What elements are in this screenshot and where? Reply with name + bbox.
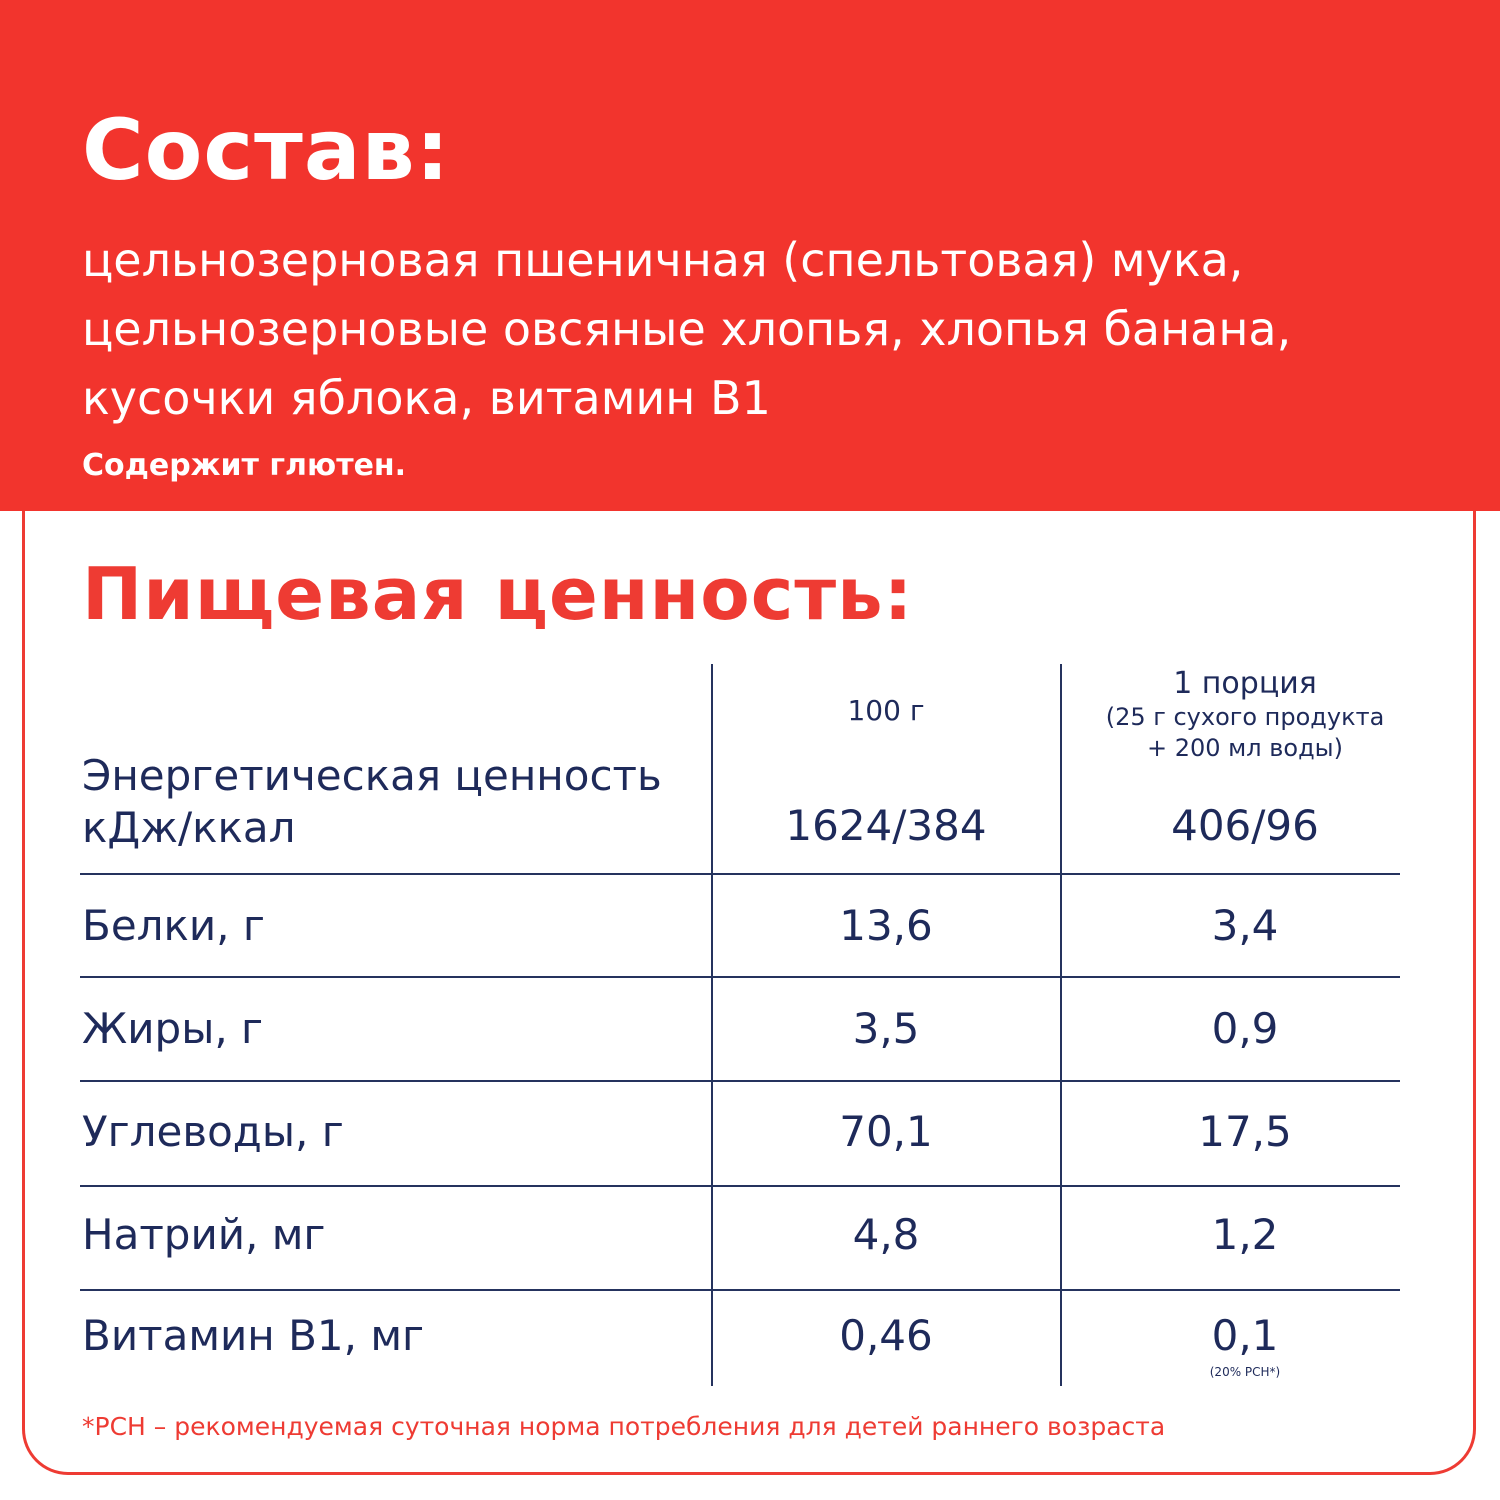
energy-label-line2: кДж/ккал: [82, 803, 296, 852]
row-divider: [80, 976, 1400, 978]
column-header-portion: [1061, 666, 1429, 764]
row-divider: [80, 1080, 1400, 1082]
row-label: Углеводы, г: [82, 1107, 344, 1156]
portion-header-sub: + 200 мл воды): [1147, 734, 1343, 762]
value-portion: 17,5: [1198, 1107, 1292, 1156]
row-divider: [80, 1185, 1400, 1187]
value-100g: 13,6: [839, 901, 933, 950]
row-label: Жиры, г: [82, 1004, 264, 1053]
portion-header-sub: (25 г сухого продукта: [1105, 703, 1385, 731]
portion-header-title: 1 порция: [1173, 666, 1317, 701]
rsn-note: (20% РСН*): [1209, 1365, 1281, 1379]
column-header-100g: 100 г: [847, 694, 925, 727]
value-100g: 0,46: [839, 1311, 933, 1360]
value-portion: 0,1: [1211, 1311, 1279, 1360]
value-portion: 1,2: [1211, 1210, 1279, 1259]
value-portion: 0,9: [1211, 1004, 1279, 1053]
value-100g: 70,1: [839, 1107, 933, 1156]
row-label: Витамин В1, мг: [82, 1311, 425, 1360]
value-portion: 3,4: [1211, 901, 1279, 950]
composition-title: Состав:: [82, 101, 451, 199]
footnote: *РСН – рекомендуемая суточная норма потребления для детей раннего возраста: [82, 1412, 1166, 1441]
row-divider: [80, 873, 1400, 875]
row-label: Натрий, мг: [82, 1210, 326, 1259]
composition-section: [0, 0, 1500, 511]
row-label-energy: [82, 750, 662, 854]
composition-text: [82, 226, 1452, 433]
composition-line: цельнозерновая пшеничная (спельтовая) мука,: [82, 233, 1244, 287]
composition-line: кусочки яблока, витамин В1: [82, 371, 771, 425]
value-portion: 406/96: [1171, 801, 1319, 850]
energy-label-line1: Энергетическая ценность: [82, 751, 662, 800]
nutrition-title: Пищевая ценность:: [82, 552, 914, 636]
composition-line: цельнозерновые овсяные хлопья, хлопья банана,: [82, 302, 1292, 356]
gluten-note: Содержит глютен.: [82, 448, 407, 483]
value-100g: 4,8: [852, 1210, 920, 1259]
row-label: Белки, г: [82, 901, 265, 950]
value-100g: 3,5: [852, 1004, 920, 1053]
value-100g: 1624/384: [785, 801, 987, 850]
row-divider: [80, 1289, 1400, 1291]
